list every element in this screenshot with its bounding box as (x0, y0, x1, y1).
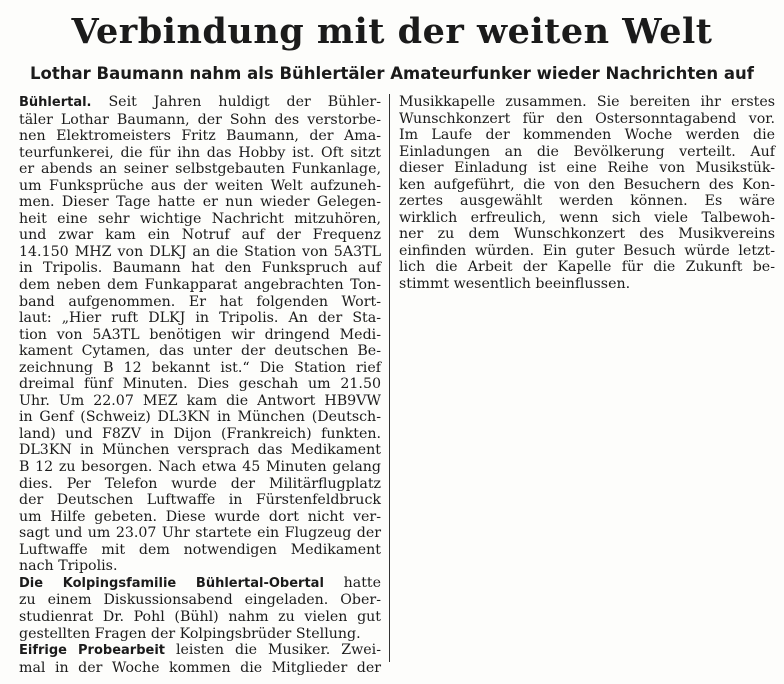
text-line (399, 177, 775, 194)
paragraph-lead-in: Eifrige Probearbeit (19, 643, 165, 659)
text-line (19, 310, 381, 327)
line-text: und zwar kam ein Notruf auf der Frequenz (19, 227, 381, 244)
text-line (19, 660, 381, 677)
line-text: Einladungen an die Bevölkerung verteilt. Auf (399, 143, 775, 160)
line-text: B 12 zu besorgen. Nach etwa 45 Minuten gelang (19, 459, 381, 476)
line-text: leisten die Musiker. Zwei- (164, 642, 381, 659)
line-text: studienrat Dr. Pohl (Bühl) nahm zu vielen gut (19, 608, 381, 625)
line-text: er abends an seiner selbstgebauten Funkanlage, (19, 161, 381, 178)
text-line (19, 626, 381, 643)
line-text: teurfunkerei, die für ihn das Hobby ist. Oft sitzt (19, 144, 381, 161)
line-text: nen Elektromeisters Fritz Baumann, der Ama- (19, 128, 381, 145)
line-text: in Tripolis. Baumann hat den Funkspruch auf (19, 260, 381, 277)
text-line (19, 211, 381, 228)
text-line (19, 393, 381, 410)
line-text: mal in der Woche kommen die Mitglieder der (19, 659, 381, 676)
line-text: um Funksprüche aus der weiten Welt aufzuneh- (19, 177, 381, 194)
text-line (19, 442, 381, 459)
line-text: laut: „Hier ruft DLKJ in Tripolis. An der Sta- (19, 310, 381, 327)
line-text: nach Tripolis. (19, 558, 118, 575)
line-text: Wunschkonzert für den Ostersonntagabend vor. (399, 110, 775, 127)
text-line (19, 112, 381, 129)
text-line (399, 193, 775, 210)
line-text: lich die Arbeit der Kapelle für die Zukunft be- (399, 259, 775, 276)
text-line (19, 343, 381, 360)
column-divider (389, 94, 390, 662)
text-line (19, 244, 381, 261)
line-text: stimmt wesentlich beeinflussen. (399, 276, 631, 293)
line-text: Uhr. Um 22.07 MEZ kam die Antwort HB9VW (19, 392, 381, 409)
text-line (19, 492, 381, 509)
text-line (19, 260, 381, 277)
line-text: zu einem Diskussionsabend eingeladen. Ober- (19, 592, 381, 609)
text-line (399, 226, 775, 243)
line-text: band aufgenommen. Er hat folgenden Wort- (19, 293, 381, 310)
text-line (399, 276, 775, 293)
line-text: um Hilfe gebeten. Diese wurde dort nicht ver- (19, 508, 381, 525)
text-line (19, 128, 381, 145)
text-line (19, 360, 381, 377)
line-text: Seit Jahren huldigt der Bühler- (91, 94, 381, 110)
text-line (19, 145, 381, 162)
line-text: gestellten Fragen der Kolpingsbrüder Stellung. (19, 625, 361, 642)
line-text: sagt und um 23.07 Uhr startete ein Flugzeug der (19, 525, 381, 542)
text-line (19, 409, 381, 426)
line-text: heit eine sehr wichtige Nachricht mitzuhören, (19, 210, 381, 227)
text-line (399, 259, 775, 276)
text-line (19, 459, 381, 476)
text-line (19, 178, 381, 195)
text-line (399, 160, 775, 177)
line-text: dreimal fünf Minuten. Dies geschah um 21.50 (19, 376, 381, 393)
line-text: zeichnung B 12 bekannt ist.“ Die Station rief (19, 359, 381, 376)
text-line (19, 642, 381, 660)
text-line (19, 194, 381, 211)
text-line (399, 94, 775, 111)
text-line (19, 476, 381, 493)
paragraph-lead-in: Die Kolpingsfamilie Bühlertal-Obertal (19, 575, 324, 591)
text-line (19, 426, 381, 443)
line-text: 14.150 MHZ von DLKJ an die Station von 5A3TL (19, 243, 381, 260)
line-text: dies. Per Telefon wurde der Militärflugplatz (19, 475, 381, 492)
text-line (19, 542, 381, 559)
line-text: der Deutschen Luftwaffe in Fürstenfeldbruck (19, 492, 381, 509)
line-text: ner zu dem Wunschkonzert des Musikvereins (399, 226, 775, 243)
text-line (19, 558, 381, 575)
text-line (19, 376, 381, 393)
line-text: hatte (323, 574, 381, 591)
right-text-column (399, 94, 775, 293)
left-text-column (19, 94, 381, 676)
line-text: Musikkapelle zusammen. Sie bereiten ihr erstes (399, 94, 775, 110)
text-line (399, 127, 775, 144)
text-line (19, 525, 381, 542)
line-text: men. Dieser Tage hatte er nun wieder Gelegen- (19, 194, 381, 211)
text-line (399, 144, 775, 161)
line-text: zertes ausgewählt werden können. Es wäre (399, 193, 775, 210)
line-text: dieser Einladung ist eine Reihe von Musikstük- (399, 160, 775, 177)
line-text: wirklich erfreulich, wenn sich viele Talbewoh- (399, 209, 775, 226)
text-line (19, 161, 381, 178)
line-text: DL3KN in München versprach das Medikament (19, 442, 381, 459)
article-subheadline: Lothar Baumann nahm als Bühlertäler Amateurfunker wieder Nachrichten auf (30, 64, 754, 83)
text-line (19, 327, 381, 344)
text-line (19, 277, 381, 294)
line-text: Im Laufe der kommenden Woche werden die (399, 127, 775, 144)
line-text: ken aufgeführt, die von den Besuchern des Kon- (399, 176, 775, 193)
line-text: land) und F8ZV in Dijon (Frankreich) funkten. (19, 425, 381, 442)
line-text: täler Lothar Baumann, der Sohn des verstorbe- (19, 111, 381, 128)
text-line (19, 609, 381, 626)
line-text: tion von 5A3TL benötigen wir dringend Medi- (19, 326, 381, 343)
text-line (399, 243, 775, 260)
line-text: kament Cytamen, das unter der deutschen Be- (19, 343, 381, 360)
line-text: dem neben dem Funkapparat angebrachten Ton- (19, 277, 381, 294)
text-line (399, 210, 775, 227)
line-text: Luftwaffe mit dem notwendigen Medikament (19, 541, 381, 558)
paragraph-lead-in: Bühlertal. (19, 95, 92, 110)
text-line (19, 294, 381, 311)
text-line (399, 111, 775, 128)
text-line (19, 575, 381, 593)
text-line (19, 509, 381, 526)
article-headline: Verbindung mit der weiten Welt (71, 11, 713, 52)
line-text: in Genf (Schweiz) DL3KN in München (Deutsch- (19, 409, 381, 426)
text-line (19, 592, 381, 609)
text-line (19, 94, 381, 112)
text-line (19, 227, 381, 244)
line-text: einfinden würden. Ein guter Besuch würde letzt- (399, 242, 775, 259)
